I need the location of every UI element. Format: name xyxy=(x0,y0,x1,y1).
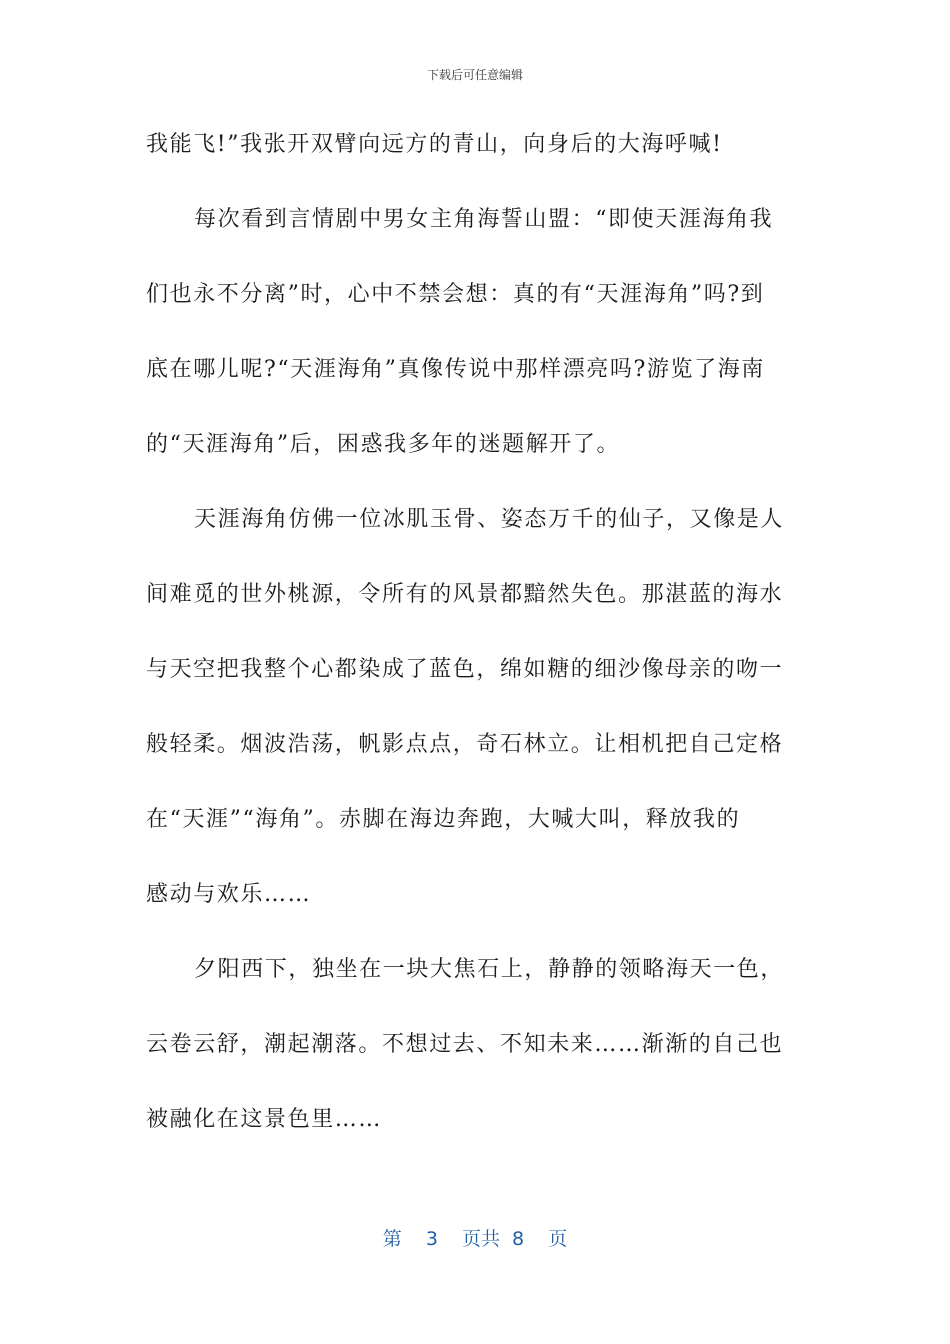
text-line: 的“天涯海角”后，困惑我多年的迷题解开了。 xyxy=(146,432,621,457)
document-body xyxy=(146,120,806,1170)
text-line: 们也永不分离”时，心中不禁会想：真的有“天涯海角”吗?到 xyxy=(146,282,765,307)
text-line: 感动与欢乐…… xyxy=(146,882,312,907)
text-line: 般轻柔。烟波浩荡，帆影点点，奇石林立。让相机把自己定格 xyxy=(146,732,784,757)
text-line: 间难觅的世外桃源，令所有的风景都黯然失色。那湛蓝的海水 xyxy=(146,582,784,607)
text-line: 我能飞!”我张开双臂向远方的青山，向身后的大海呼喊! xyxy=(146,132,723,157)
text-line: 底在哪儿呢?“天涯海角”真像传说中那样漂亮吗?游览了海南 xyxy=(146,357,765,382)
text-line: 被融化在这景色里…… xyxy=(146,1107,383,1132)
text-line: 夕阳西下，独坐在一块大焦石上，静静的领略海天一色， xyxy=(194,957,785,982)
text-line: 与天空把我整个心都染成了蓝色，绵如糖的细沙像母亲的吻一 xyxy=(146,657,784,682)
text-line: 每次看到言情剧中男女主角海誓山盟：“即使天涯海角我 xyxy=(194,207,774,232)
text-line: 在“天涯”“海角”。赤脚在海边奔跑，大喊大叫，释放我的 xyxy=(146,807,741,832)
text-line: 云卷云舒，潮起潮落。不想过去、不知未来……渐渐的自己也 xyxy=(146,1032,784,1057)
page-header: 下载后可任意编辑 xyxy=(426,68,523,82)
text-line: 天涯海角仿佛一位冰肌玉骨、姿态万千的仙子，又像是人 xyxy=(194,507,785,532)
page-number-footer: 第 3 页共 8 页 xyxy=(382,1228,568,1250)
